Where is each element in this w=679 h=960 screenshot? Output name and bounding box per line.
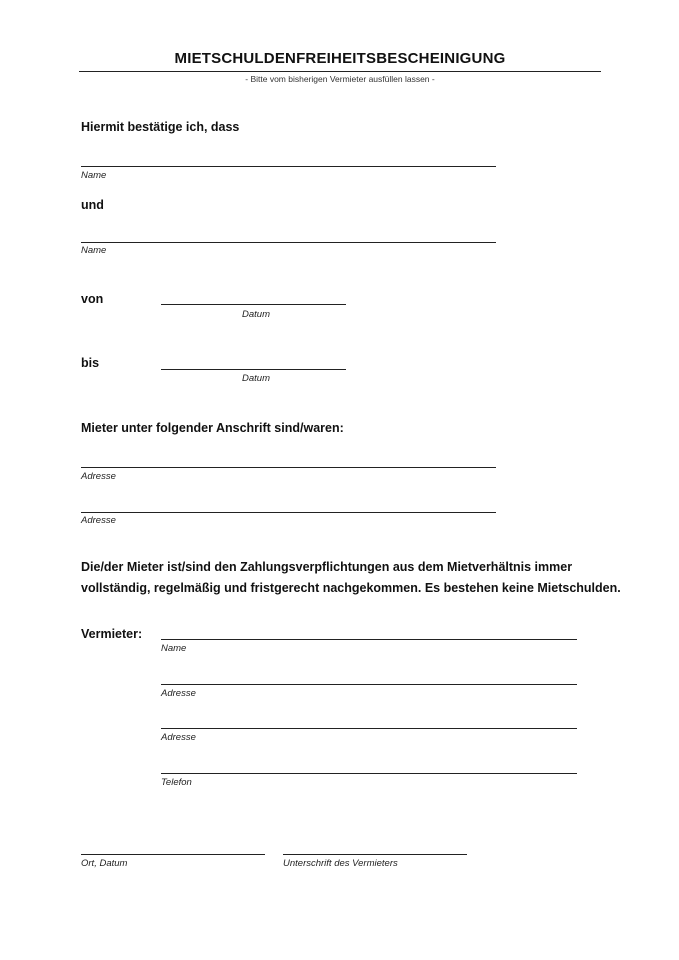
landlord-name-caption: Name: [161, 643, 187, 654]
to-date-field[interactable]: [161, 369, 346, 370]
to-date-caption: Datum: [242, 373, 270, 384]
statement-line-2: vollständig, regelmäßig und fristgerecht nachgekommen. Es bestehen keine Mietschulden.: [81, 581, 621, 595]
signature-caption: Unterschrift des Vermieters: [283, 858, 398, 869]
tenant-name-2-field[interactable]: [81, 242, 496, 243]
statement-line-1: Die/der Mieter ist/sind den Zahlungsverpflichtungen aus dem Mietverhältnis immer: [81, 560, 573, 574]
landlord-name-field[interactable]: [161, 639, 577, 640]
tenant-name-1-field[interactable]: [81, 166, 496, 167]
place-date-field[interactable]: [81, 854, 265, 855]
address-2-field[interactable]: [81, 512, 496, 513]
tenant-name-1-caption: Name: [81, 170, 107, 181]
address-1-caption: Adresse: [81, 471, 116, 482]
landlord-address-2-field[interactable]: [161, 728, 577, 729]
landlord-phone-caption: Telefon: [161, 777, 192, 788]
to-label: bis: [81, 356, 100, 370]
landlord-phone-field[interactable]: [161, 773, 577, 774]
document-subtitle: - Bitte vom bisherigen Vermieter ausfüllen lassen -: [245, 74, 435, 84]
address-2-caption: Adresse: [81, 515, 116, 526]
landlord-address-2-caption: Adresse: [161, 732, 196, 743]
confirmation-statement: [81, 557, 621, 599]
tenant-name-2-caption: Name: [81, 245, 107, 256]
landlord-label: Vermieter:: [81, 627, 143, 641]
from-date-caption: Datum: [242, 309, 270, 320]
from-date-field[interactable]: [161, 304, 346, 305]
document-title: MIETSCHULDENFREIHEITSBESCHEINIGUNG: [174, 50, 506, 67]
address-1-field[interactable]: [81, 467, 496, 468]
place-date-caption: Ort, Datum: [81, 858, 128, 869]
landlord-address-1-field[interactable]: [161, 684, 577, 685]
connector-text: und: [81, 198, 104, 212]
title-divider: [79, 71, 601, 72]
intro-text: Hiermit bestätige ich, dass: [81, 120, 240, 134]
address-heading: Mieter unter folgender Anschrift sind/waren:: [81, 421, 344, 435]
landlord-address-1-caption: Adresse: [161, 688, 196, 699]
signature-field[interactable]: [283, 854, 467, 855]
from-label: von: [81, 292, 104, 306]
